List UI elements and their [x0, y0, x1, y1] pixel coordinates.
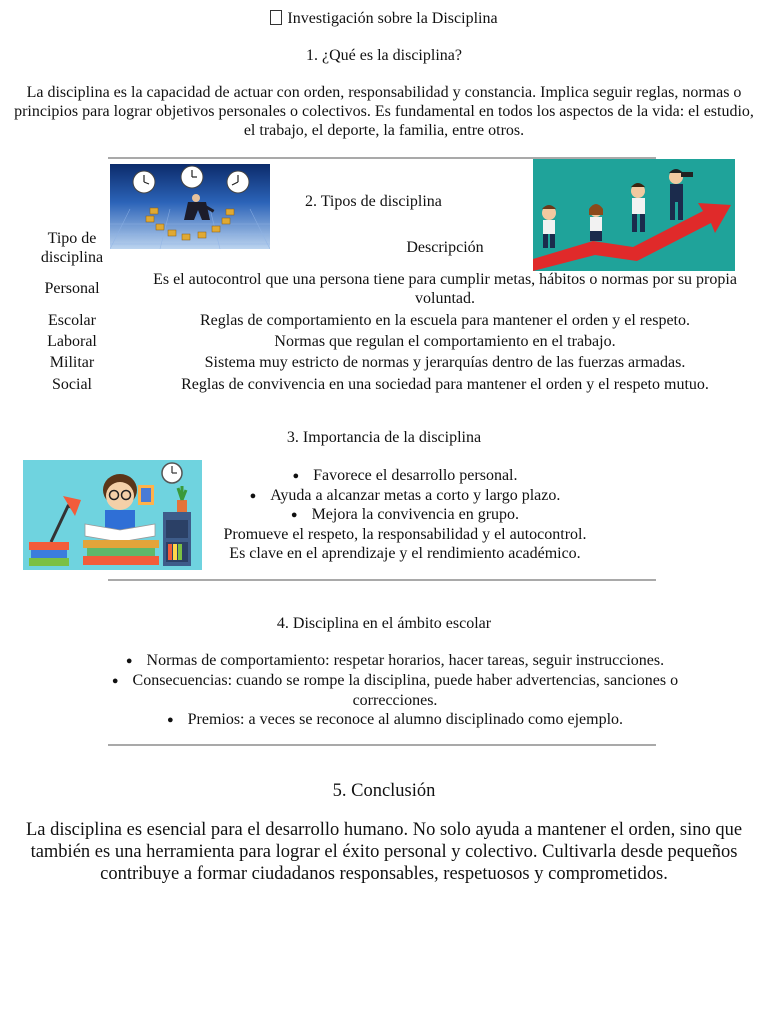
- table-row: [0, 332, 768, 352]
- row-description: Normas que regulan el comportamiento en el trabajo.: [274, 333, 616, 350]
- bullet-icon: ●: [125, 655, 133, 667]
- row-description: Reglas de comportamiento en la escuela para mantener el orden y el respeto.: [199, 312, 690, 329]
- bullet-icon: ●: [166, 714, 174, 726]
- page-title: [0, 9, 768, 28]
- clocks-image: [110, 164, 270, 249]
- row-type: Militar: [49, 354, 95, 371]
- bullet-icon: ●: [111, 675, 119, 687]
- table-row: [0, 270, 768, 312]
- list-item: [70, 651, 720, 671]
- section1-heading: 1. ¿Qué es la disciplina?: [306, 47, 462, 64]
- school-list: [70, 651, 720, 730]
- list-item-text: Ayuda a alcanzar metas a corto y largo plazo.: [270, 486, 561, 504]
- table-row: [0, 353, 768, 373]
- table-row: [0, 311, 768, 331]
- table-row: [0, 375, 768, 395]
- row-type: Personal: [44, 280, 100, 297]
- list-item-text: Es clave en el aprendizaje y el rendimiento académico.: [229, 545, 581, 562]
- table-header-description: Descripción: [406, 239, 484, 256]
- row-type: Laboral: [47, 333, 97, 350]
- clocks-illustration: [110, 164, 270, 249]
- page-title-text: Investigación sobre la Disciplina: [287, 10, 498, 27]
- list-item-text: Consecuencias: cuando se rompe la disciplina, puede haber advertencias, sanciones o correcciones.: [132, 672, 679, 709]
- list-item-text: Normas de comportamiento: respetar horarios, hacer tareas, seguir instrucciones.: [146, 652, 665, 669]
- row-description: Sistema muy estricto de normas y jerarquías dentro de las fuerzas armadas.: [204, 354, 686, 371]
- importance-list: [185, 466, 625, 564]
- section4-heading: 4. Disciplina en el ámbito escolar: [276, 615, 492, 632]
- section5-text: La disciplina es esencial para el desarrollo humano. No solo ayuda a mantener el orden, sino que también es una herramienta para lograr el éxito personal y colectivo. Cultivarla desde pequeños contribuye a formar ciudadanos responsables, respetuosos y comprometidos.: [25, 820, 743, 884]
- divider: [108, 744, 656, 746]
- list-item: [185, 544, 625, 564]
- list-item: [185, 505, 625, 525]
- list-item: [185, 525, 625, 545]
- arrow-climb-image: [533, 159, 735, 271]
- section1-text: La disciplina es la capacidad de actuar con orden, responsabilidad y constancia. Implica seguir reglas, normas o principios para lograr objetivos personales o colectivos. Es fundamental en todos los aspectos de la vida: el estudio, el trabajo, el deporte, la familia, entre otros.: [14, 84, 754, 139]
- section2-heading: 2. Tipos de disciplina: [305, 193, 442, 210]
- row-type: Escolar: [48, 312, 96, 329]
- bullet-icon: ●: [290, 509, 298, 521]
- bullet-icon: ●: [249, 489, 257, 502]
- row-description: Reglas de convivencia en una sociedad para mantener el orden y el respeto mutuo.: [181, 376, 709, 393]
- bullet-icon: ●: [292, 470, 300, 482]
- table-header-type: Tipo de disciplina: [40, 230, 104, 266]
- list-item: [185, 466, 625, 486]
- arrow-climb-illustration: [533, 159, 735, 271]
- row-type: Social: [52, 376, 92, 393]
- list-item-text: Mejora la convivencia en grupo.: [311, 506, 520, 523]
- list-item-text: Premios: a veces se reconoce al alumno disciplinado como ejemplo.: [187, 711, 624, 728]
- list-item-text: Favorece el desarrollo personal.: [313, 467, 518, 484]
- notebook-icon: [270, 10, 282, 25]
- student-image: [23, 460, 202, 570]
- section5-heading: 5. Conclusión: [332, 781, 436, 801]
- row-description: Es el autocontrol que una persona tiene para cumplir metas, hábitos o normas por su propia voluntad.: [153, 271, 737, 307]
- list-item: [70, 710, 720, 730]
- student-illustration: [23, 460, 202, 570]
- divider: [108, 579, 656, 581]
- list-item: [185, 486, 625, 506]
- list-item-text: Promueve el respeto, la responsabilidad y el autocontrol.: [223, 525, 587, 543]
- section3-heading: 3. Importancia de la disciplina: [286, 429, 482, 446]
- list-item: [70, 671, 720, 710]
